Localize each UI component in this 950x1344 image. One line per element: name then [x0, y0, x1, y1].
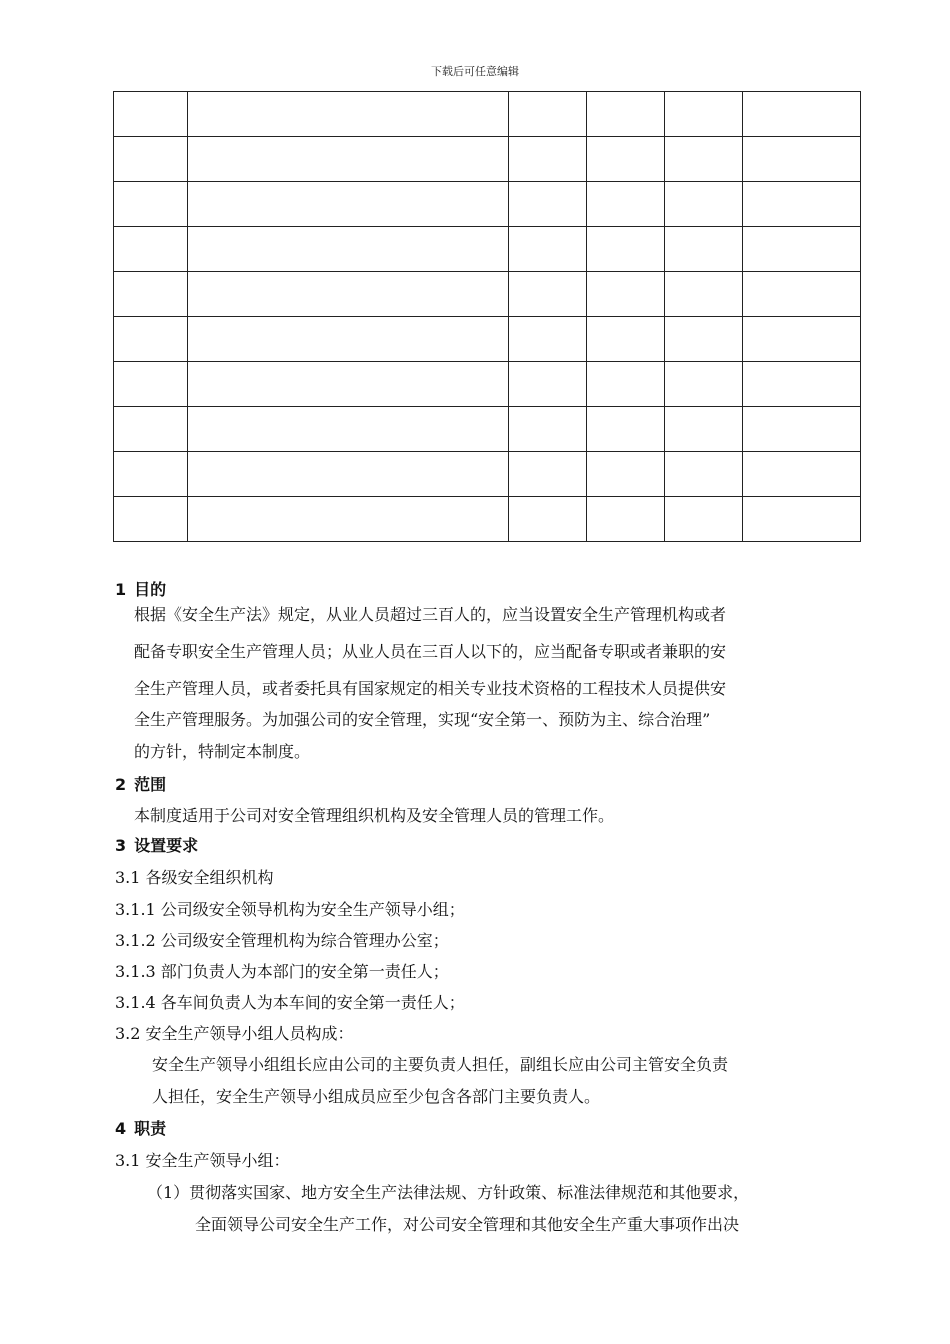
- table-cell: [587, 317, 665, 362]
- paragraph-line: 全生产管理服务。为加强公司的安全管理，实现“安全第一、预防为主、综合治理”: [134, 710, 711, 729]
- subsection-title: 3.1 安全生产领导小组：: [115, 1151, 290, 1170]
- table-cell: [188, 182, 509, 227]
- page-header: 下载后可任意编辑: [431, 65, 519, 78]
- table-cell: [665, 182, 743, 227]
- table-cell: [743, 407, 861, 452]
- list-item: 3.1.1 公司级安全领导机构为安全生产领导小组；: [115, 900, 465, 919]
- table-cell: [743, 272, 861, 317]
- table-cell: [114, 497, 188, 542]
- table-cell: [743, 317, 861, 362]
- table-cell: [665, 92, 743, 137]
- table-cell: [509, 92, 587, 137]
- table-cell: [743, 227, 861, 272]
- table-cell: [509, 182, 587, 227]
- table-cell: [509, 497, 587, 542]
- paragraph-line: 根据《安全生产法》规定，从业人员超过三百人的，应当设置安全生产管理机构或者: [134, 605, 727, 624]
- table-row: [114, 137, 861, 182]
- list-item: （1）贯彻落实国家、地方安全生产法律法规、方针政策、标准法律规范和其他要求，: [147, 1183, 750, 1202]
- blank-table: [113, 91, 861, 542]
- table-cell: [587, 182, 665, 227]
- table-cell: [188, 497, 509, 542]
- table-cell: [665, 407, 743, 452]
- table-cell: [665, 362, 743, 407]
- paragraph-line: 全生产管理人员，或者委托具有国家规定的相关专业技术资格的工程技术人员提供安: [134, 679, 727, 698]
- paragraph-line: 本制度适用于公司对安全管理组织机构及安全管理人员的管理工作。: [134, 806, 615, 825]
- table-cell: [587, 92, 665, 137]
- paragraph-line: 安全生产领导小组组长应由公司的主要负责人担任，副组长应由公司主管安全负责: [152, 1055, 729, 1074]
- table-row: [114, 407, 861, 452]
- table-cell: [188, 362, 509, 407]
- paragraph-line: 的方针，特制定本制度。: [134, 742, 311, 761]
- table-row: [114, 317, 861, 362]
- table-cell: [188, 407, 509, 452]
- table-cell: [587, 272, 665, 317]
- list-item: 3.1.3 部门负责人为本部门的安全第一责任人；: [115, 962, 449, 981]
- table-cell: [509, 452, 587, 497]
- table-cell: [114, 182, 188, 227]
- list-item: 3.1 各级安全组织机构: [115, 868, 274, 887]
- table-cell: [188, 452, 509, 497]
- section-1-heading: 1 目的: [115, 580, 167, 599]
- table-cell: [743, 362, 861, 407]
- table-cell: [188, 317, 509, 362]
- table-cell: [188, 137, 509, 182]
- section-3-heading: 3 设置要求: [115, 836, 199, 855]
- table-cell: [114, 317, 188, 362]
- list-item: 3.1.2 公司级安全管理机构为综合管理办公室；: [115, 931, 449, 950]
- table-cell: [743, 182, 861, 227]
- table-cell: [188, 92, 509, 137]
- table-cell: [587, 137, 665, 182]
- table-cell: [114, 362, 188, 407]
- table-cell: [587, 407, 665, 452]
- table-cell: [587, 452, 665, 497]
- table-cell: [587, 362, 665, 407]
- table-cell: [188, 227, 509, 272]
- table-cell: [587, 497, 665, 542]
- table-cell: [509, 227, 587, 272]
- section-4-heading: 4 职责: [115, 1119, 167, 1138]
- table-cell: [509, 272, 587, 317]
- table-row: [114, 182, 861, 227]
- table-cell: [587, 227, 665, 272]
- table-cell: [114, 272, 188, 317]
- table-row: [114, 452, 861, 497]
- table-cell: [114, 227, 188, 272]
- table-cell: [509, 137, 587, 182]
- table-row: [114, 497, 861, 542]
- paragraph-line: 配备专职安全生产管理人员；从业人员在三百人以下的，应当配备专职或者兼职的安: [134, 642, 727, 661]
- table-row: [114, 92, 861, 137]
- table-cell: [114, 92, 188, 137]
- table-cell: [743, 92, 861, 137]
- table-cell: [743, 452, 861, 497]
- table-cell: [114, 452, 188, 497]
- table-cell: [509, 407, 587, 452]
- list-item-continuation: 全面领导公司安全生产工作，对公司安全管理和其他安全生产重大事项作出决: [195, 1215, 740, 1234]
- table-cell: [509, 362, 587, 407]
- table-row: [114, 272, 861, 317]
- paragraph-line: 人担任，安全生产领导小组成员应至少包含各部门主要负责人。: [152, 1087, 601, 1106]
- section-2-heading: 2 范围: [115, 775, 167, 794]
- table-cell: [665, 317, 743, 362]
- table-cell: [509, 317, 587, 362]
- table-row: [114, 362, 861, 407]
- list-item: 3.1.4 各车间负责人为本车间的安全第一责任人；: [115, 993, 465, 1012]
- table-cell: [188, 272, 509, 317]
- table-row: [114, 227, 861, 272]
- table-cell: [665, 452, 743, 497]
- table-cell: [665, 227, 743, 272]
- list-item: 3.2 安全生产领导小组人员构成：: [115, 1024, 354, 1043]
- table-cell: [665, 272, 743, 317]
- table-cell: [114, 407, 188, 452]
- table-cell: [743, 137, 861, 182]
- table-cell: [743, 497, 861, 542]
- table-cell: [665, 497, 743, 542]
- table-cell: [114, 137, 188, 182]
- table-cell: [665, 137, 743, 182]
